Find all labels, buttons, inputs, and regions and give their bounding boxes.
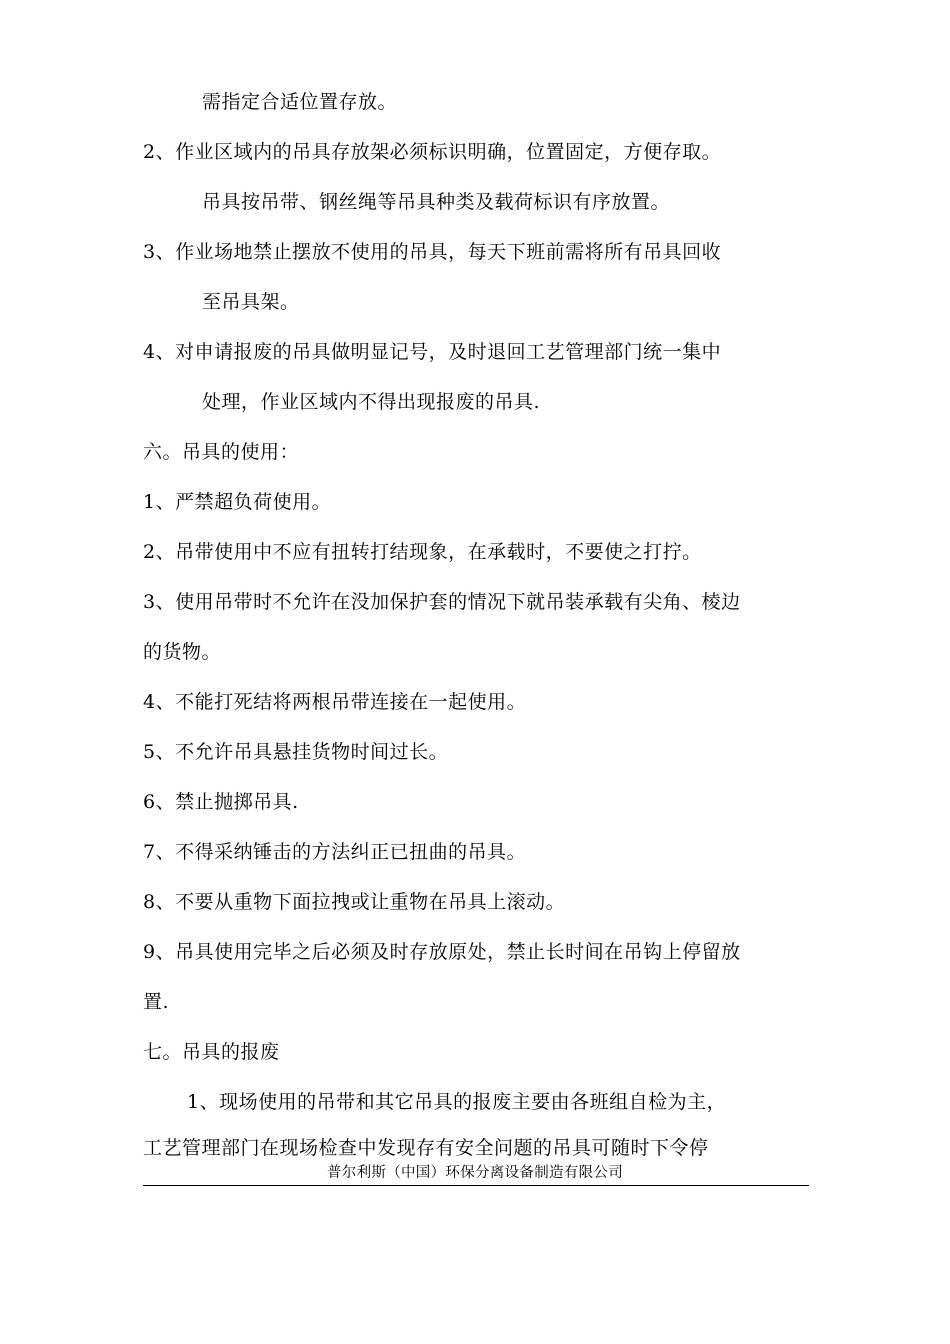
text-line: 3、使用吊带时不允许在没加保护套的情况下就吊装承载有尖角、棱边: [143, 591, 741, 613]
text-line: 9、吊具使用完毕之后必须及时存放原处，禁止长时间在吊钩上停留放: [143, 941, 741, 963]
text-line: 7、不得采纳锤击的方法纠正已扭曲的吊具。: [143, 841, 527, 863]
text-line: 2、吊带使用中不应有扭转打结现象，在承载时，不要使之打拧。: [143, 541, 702, 563]
text-line: 4、不能打死结将两根吊带连接在一起使用。: [143, 691, 527, 713]
text-line: 3、作业场地禁止摆放不使用的吊具，每天下班前需将所有吊具回收: [143, 241, 722, 263]
text-line: 需指定合适位置存放。: [202, 91, 398, 113]
text-line: 4、对申请报废的吊具做明显记号，及时退回工艺管理部门统一集中: [143, 341, 722, 363]
text-line: 的货物。: [143, 641, 222, 663]
footer-company-name: 普尔利斯（中国）环保分离设备制造有限公司: [327, 1165, 623, 1181]
text-line: 吊具按吊带、钢丝绳等吊具种类及载荷标识有序放置。: [202, 191, 671, 213]
section-heading: 七。吊具的报废: [143, 1041, 280, 1063]
section-heading: 六。吊具的使用：: [143, 441, 300, 463]
footer-divider: [143, 1185, 809, 1186]
text-line: 处理，作业区域内不得出现报废的吊具.: [202, 391, 541, 413]
text-line: 1、严禁超负荷使用。: [143, 491, 332, 513]
text-line: 至吊具架。: [202, 291, 300, 313]
text-line: 5、不允许吊具悬挂货物时间过长。: [143, 741, 449, 763]
text-line: 置.: [143, 991, 170, 1013]
text-line: 1、现场使用的吊带和其它吊具的报废主要由各班组自检为主，: [187, 1091, 727, 1113]
text-line: 工艺管理部门在现场检查中发现存有安全问题的吊具可随时下令停: [143, 1137, 709, 1159]
text-line: 2、作业区域内的吊具存放架必须标识明确，位置固定，方便存取。: [143, 141, 722, 163]
text-line: 6、禁止抛掷吊具.: [143, 791, 299, 813]
text-line: 8、不要从重物下面拉拽或让重物在吊具上滚动。: [143, 891, 566, 913]
